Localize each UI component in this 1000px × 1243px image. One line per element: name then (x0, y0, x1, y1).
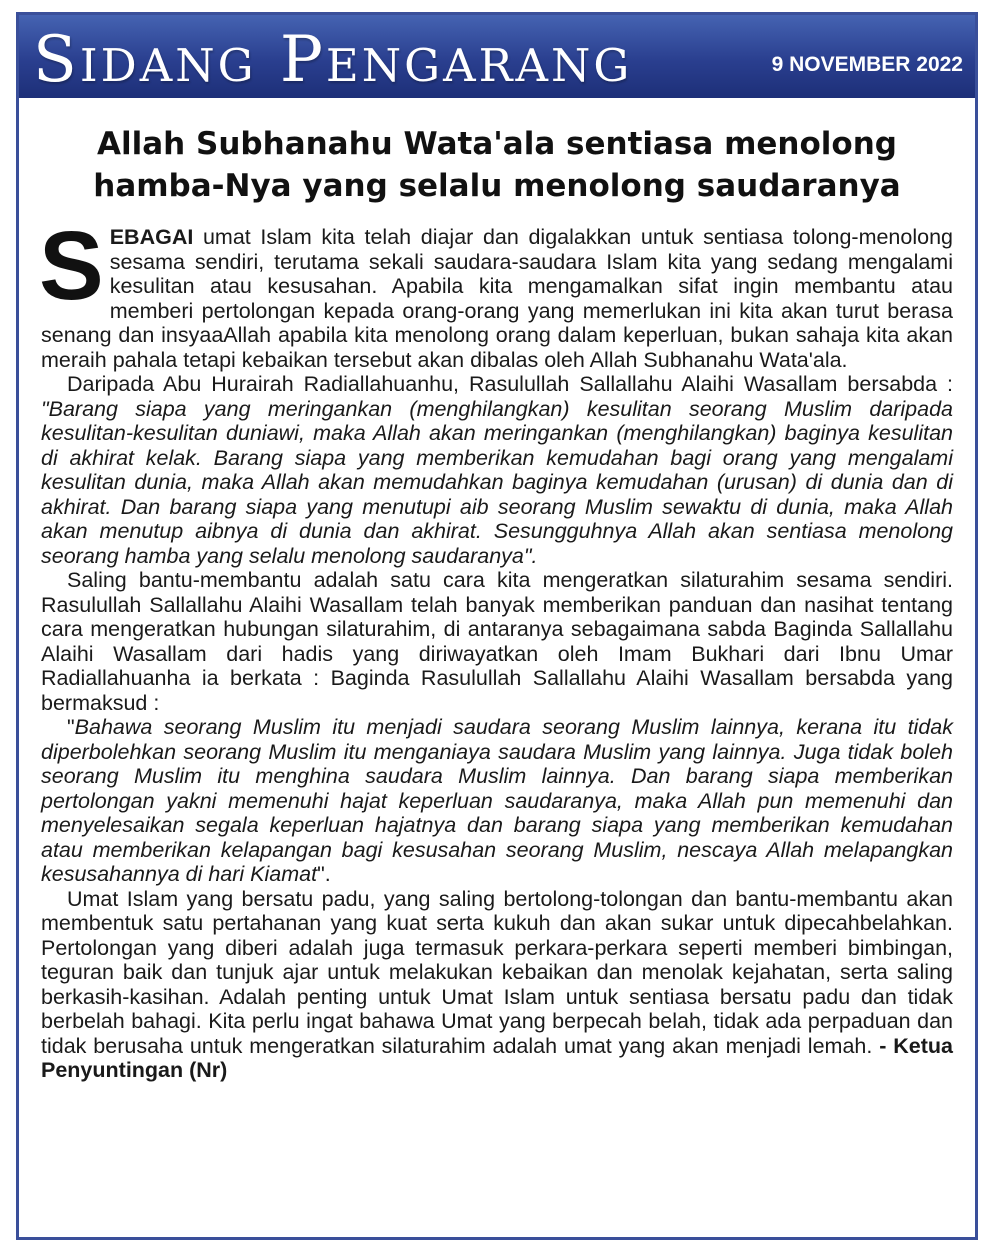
paragraph-5-text: Umat Islam yang bersatu padu, yang saling bertolong-tolongan dan bantu-membantu akan membentuk satu pertahanan yang kuat serta kukuh dan akan sukar untuk dipecahbelahkan. Pertolongan yang diberi adalah juga termasuk perkara-perkara seperti memberi bimbingan, teguran baik dan tunjuk ajar untuk melakukan kebaikan dan menolak kejahatan, serta saling berkasih-kasihan. Adalah penting untuk Umat Islam untuk sentiasa bersatu padu dan tidak berbelah bahagi. Kita perlu ingat bahawa Umat yang berpecah belah, tidak ada perpaduan dan tidak berusaha untuk mengeratkan silaturahim adalah umat yang akan menjadi lemah. (41, 886, 953, 1058)
paragraph-4 (41, 715, 953, 887)
masthead-title: Sidang Pengarang (33, 23, 633, 97)
article-body (39, 211, 953, 1083)
quote-close-mark: ". (317, 862, 331, 886)
article-headline (31, 123, 963, 207)
paragraph-1-text: umat Islam kita telah diajar dan digalakkan untuk sentiasa tolong-menolong sesama sendiri, terutama sekali saudara-saudara Islam kita yang sedang mengalami kesulitan atau kesusahan. Apabila kita mengamalkan sifat ingin membantu atau memberi pertolongan kepada orang-orang yang memerlukan ini kita akan turut berasa senang dan insyaaAllah apabila kita menolong orang dalam keperluan, bukan sahaja kita akan meraih pahala tetapi kebaikan tersebut akan dibalas oleh Allah Subhanahu Wata'ala. (41, 225, 953, 372)
hadith-quote-1: "Barang siapa yang meringankan (menghilangkan) kesulitan seorang Muslim daripada kesulitan-kesulitan duniawi, maka Allah akan meringankan (menghilangkan) baginya kesulitan di akhirat kelak. Barang siapa yang memberikan kemudahan bagi orang yang mengalami kesulitan dunia, maka Allah akan memudahkan baginya kemudahan (urusan) di dunia dan di akhirat. Dan barang siapa yang menutupi aib seorang Muslim sewaktu di dunia, maka Allah akan menutup aibnya di dunia dan akhirat. Sesungguhnya Allah akan sentiasa menolong seorang hamba yang selalu menolong saudaranya". (41, 396, 953, 568)
paragraph-5 (41, 887, 953, 1083)
paragraph-3: Saling bantu-membantu adalah satu cara kita mengeratkan silaturahim sesama sendiri. Rasulullah Sallallahu Alaihi Wasallam telah banyak memberikan panduan dan nasihat tentang cara mengeratkan hubungan silaturahim, di antaranya sebagaimana sabda Baginda Sallallahu Alaihi Wasallam dari hadis yang diriwayatkan oleh Imam Bukhari dari Ibnu Umar Radiallahuanha ia berkata : Baginda Rasulullah Sallallahu Alaihi Wasallam bersabda yang bermaksud : (41, 568, 953, 715)
paragraph-2 (41, 372, 953, 568)
headline-line-1: Allah Subhanahu Wata'ala sentiasa menolong (97, 126, 897, 162)
hadith-quote-2: Bahawa seorang Muslim itu menjadi saudara seorang Muslim lainnya, kerana itu tidak diperbolehkan seorang Muslim itu menganiaya saudara Muslim yang lainnya. Juga tidak boleh seorang Muslim itu menghina saudara Muslim lainnya. Dan barang siapa memberikan pertolongan yakni memenuhi hajat keperluan saudaranya, maka Allah pun memenuhi dan menyelesaikan segala keperluan hajatnya dan barang siapa yang memberikan kemudahan atau memberikan kelapangan bagi kesusahan seorang Muslim, nescaya Allah melapangkan kesusahannya di hari Kiamat (41, 715, 953, 886)
author-signoff: - Ketua Penyuntingan (Nr) (41, 1033, 953, 1082)
paragraph-2-intro: Daripada Abu Hurairah Radiallahuanhu, Rasulullah Sallallahu Alaihi Wasallam bersabda : (67, 372, 953, 396)
quote-open-mark: " (67, 715, 75, 739)
lead-word: EBAGAI (109, 225, 194, 249)
page-frame (16, 12, 978, 1240)
masthead-banner (19, 15, 975, 98)
issue-date: 9 NOVEMBER 2022 (771, 53, 963, 76)
headline-line-2: hamba-Nya yang selalu menolong saudaranya (93, 168, 901, 204)
drop-cap: S (39, 211, 104, 320)
paragraph-1 (39, 211, 953, 372)
